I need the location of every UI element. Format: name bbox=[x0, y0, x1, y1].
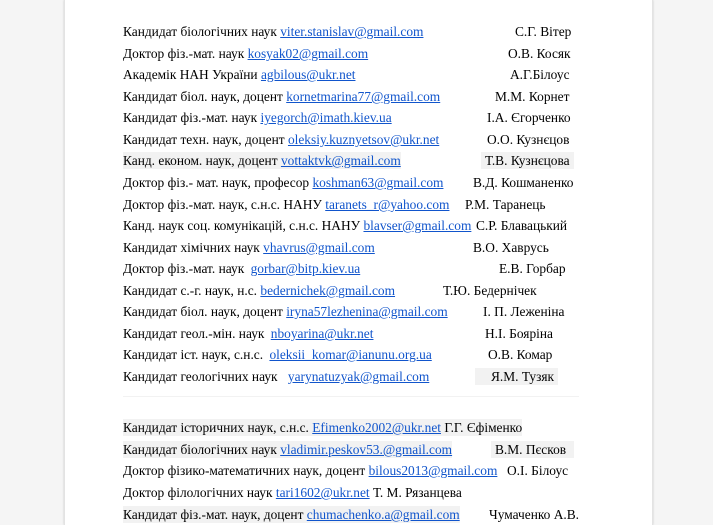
list-item bbox=[123, 441, 452, 458]
list-item bbox=[123, 303, 448, 320]
email-link[interactable]: kornetmarina77@gmail.com bbox=[286, 89, 441, 104]
email-link[interactable]: vladimir.peskov53.@gmail.com bbox=[280, 442, 453, 457]
reviewer-name: В.О. Хаврусь bbox=[473, 240, 549, 255]
reviewer-name: О.В. Комар bbox=[488, 347, 553, 362]
list-item bbox=[123, 484, 462, 501]
reviewer-name: В.Д. Кошманенко bbox=[473, 175, 574, 190]
list-item bbox=[123, 239, 375, 256]
list-item bbox=[123, 368, 429, 385]
list-item bbox=[123, 506, 460, 523]
reviewer-name: О.І. Білоус bbox=[507, 463, 569, 478]
reviewer-name: Т.Ю. Бедернічек bbox=[443, 283, 537, 298]
email-link[interactable]: vottaktvk@gmail.com bbox=[280, 153, 401, 168]
reviewer-title: Кандидат історичних наук, с.н.с. bbox=[123, 420, 309, 435]
email-link[interactable]: taranets_r@yahoo.com bbox=[325, 197, 450, 212]
reviewer-name: Е.В. Горбар bbox=[499, 261, 566, 276]
reviewer-title: Кандидат с.-г. наук, н.с. bbox=[123, 283, 258, 298]
reviewer-name: І. П. Леженіна bbox=[483, 304, 565, 319]
reviewer-title: Кандидат іст. наук, с.н.с. bbox=[123, 347, 264, 362]
reviewer-title: Кандидат фіз.-мат. наук, доцент bbox=[123, 507, 304, 522]
reviewer-name: Т.В. Кузнєцова bbox=[481, 152, 574, 169]
reviewer-title: Кандидат техн. наук, доцент bbox=[123, 132, 285, 147]
reviewer-title: Кандидат геол.-мін. наук bbox=[123, 326, 265, 341]
email-link[interactable]: agbilous@ukr.net bbox=[260, 67, 356, 82]
reviewer-title: Академік НАН України bbox=[123, 67, 258, 82]
reviewer-title: Доктор фіз.-мат. наук, с.н.с. НАНУ bbox=[123, 197, 322, 212]
list-item bbox=[123, 174, 443, 191]
reviewer-name: Я.М. Тузяк bbox=[475, 368, 558, 385]
reviewer-name: Т. М. Рязанцева bbox=[373, 485, 462, 500]
reviewer-title: Кандидат біологічних наук bbox=[123, 24, 277, 39]
email-link[interactable]: tari1602@ukr.net bbox=[275, 485, 370, 500]
list-item bbox=[123, 88, 440, 105]
email-link[interactable]: blavser@gmail.com bbox=[363, 218, 472, 233]
email-link[interactable]: oleksii_komar@ianunu.org.ua bbox=[269, 347, 432, 362]
list-item bbox=[123, 109, 392, 126]
list-item bbox=[123, 66, 355, 83]
reviewer-title: Кандидат біологічних наук bbox=[123, 442, 277, 457]
reviewer-name: А.Г.Білоус bbox=[510, 67, 570, 82]
list-item bbox=[123, 217, 471, 234]
reviewer-name: О.В. Косяк bbox=[508, 46, 571, 61]
reviewer-title: Канд. економ. наук, доцент bbox=[123, 153, 278, 168]
list-item bbox=[123, 260, 360, 277]
list-item bbox=[123, 45, 368, 62]
list-item bbox=[123, 23, 423, 40]
reviewer-title: Канд. наук соц. комунікацій, с.н.с. НАНУ bbox=[123, 218, 361, 233]
reviewer-title: Доктор фіз.- мат. наук, професор bbox=[123, 175, 310, 190]
reviewer-name: І.А. Єгорченко bbox=[487, 110, 571, 125]
reviewer-title: Кандидат геологічних наук bbox=[123, 369, 278, 384]
reviewer-name: М.М. Корнет bbox=[495, 89, 570, 104]
email-link[interactable]: Efimenko2002@ukr.net bbox=[312, 420, 441, 435]
email-link[interactable]: gorbar@bitp.kiev.ua bbox=[250, 261, 361, 276]
reviewer-name: Г.Г. Єфіменко bbox=[444, 420, 523, 435]
reviewer-title: Кандидат фіз.-мат. наук bbox=[123, 110, 258, 125]
reviewer-name: В.М. Пєсков bbox=[491, 441, 574, 458]
email-link[interactable]: chumachenko.a@gmail.com bbox=[306, 507, 460, 522]
email-link[interactable]: vhavrus@gmail.com bbox=[263, 240, 375, 255]
reviewer-name: С.Г. Вітер bbox=[515, 24, 572, 39]
list-item bbox=[123, 325, 373, 342]
reviewer-name: Н.І. Бояріна bbox=[485, 326, 553, 341]
email-link[interactable]: yarynatuzyak@gmail.com bbox=[287, 369, 430, 384]
email-link[interactable]: bilous2013@gmail.com bbox=[368, 463, 498, 478]
reviewer-title: Доктор фіз.-мат. наук bbox=[123, 46, 245, 61]
email-link[interactable]: viter.stanislav@gmail.com bbox=[280, 24, 424, 39]
email-link[interactable]: iyegorch@imath.kiev.ua bbox=[260, 110, 392, 125]
email-link[interactable]: oleksiy.kuznyetsov@ukr.net bbox=[287, 132, 440, 147]
list-item bbox=[123, 419, 522, 436]
reviewer-title: Доктор філологічних наук bbox=[123, 485, 273, 500]
reviewer-title: Доктор фіз.-мат. наук bbox=[123, 261, 245, 276]
reviewer-title: Кандидат хімічних наук bbox=[123, 240, 260, 255]
email-link[interactable]: iryna57lezhenina@gmail.com bbox=[286, 304, 448, 319]
email-link[interactable]: nboyarina@ukr.net bbox=[270, 326, 374, 341]
divider bbox=[123, 396, 579, 397]
list-item bbox=[123, 196, 449, 213]
reviewer-title: Доктор фізико-математичних наук, доцент bbox=[123, 463, 366, 478]
reviewer-title: Кандидат біол. наук, доцент bbox=[123, 89, 283, 104]
reviewer-name: Чумаченко А.В. bbox=[489, 507, 580, 522]
reviewer-name: Р.М. Таранець bbox=[465, 197, 546, 212]
email-link[interactable]: koshman63@gmail.com bbox=[312, 175, 444, 190]
list-item bbox=[123, 152, 401, 169]
email-link[interactable]: kosyak02@gmail.com bbox=[247, 46, 369, 61]
list-item bbox=[123, 282, 395, 299]
list-item bbox=[123, 131, 439, 148]
list-item bbox=[123, 462, 497, 479]
list-item bbox=[123, 346, 432, 363]
reviewer-name: С.Р. Блавацький bbox=[476, 218, 568, 233]
reviewer-title: Кандидат біол. наук, доцент bbox=[123, 304, 283, 319]
email-link[interactable]: bedernichek@gmail.com bbox=[260, 283, 396, 298]
document-page bbox=[64, 0, 653, 525]
reviewer-name: О.О. Кузнєцов bbox=[487, 132, 570, 147]
